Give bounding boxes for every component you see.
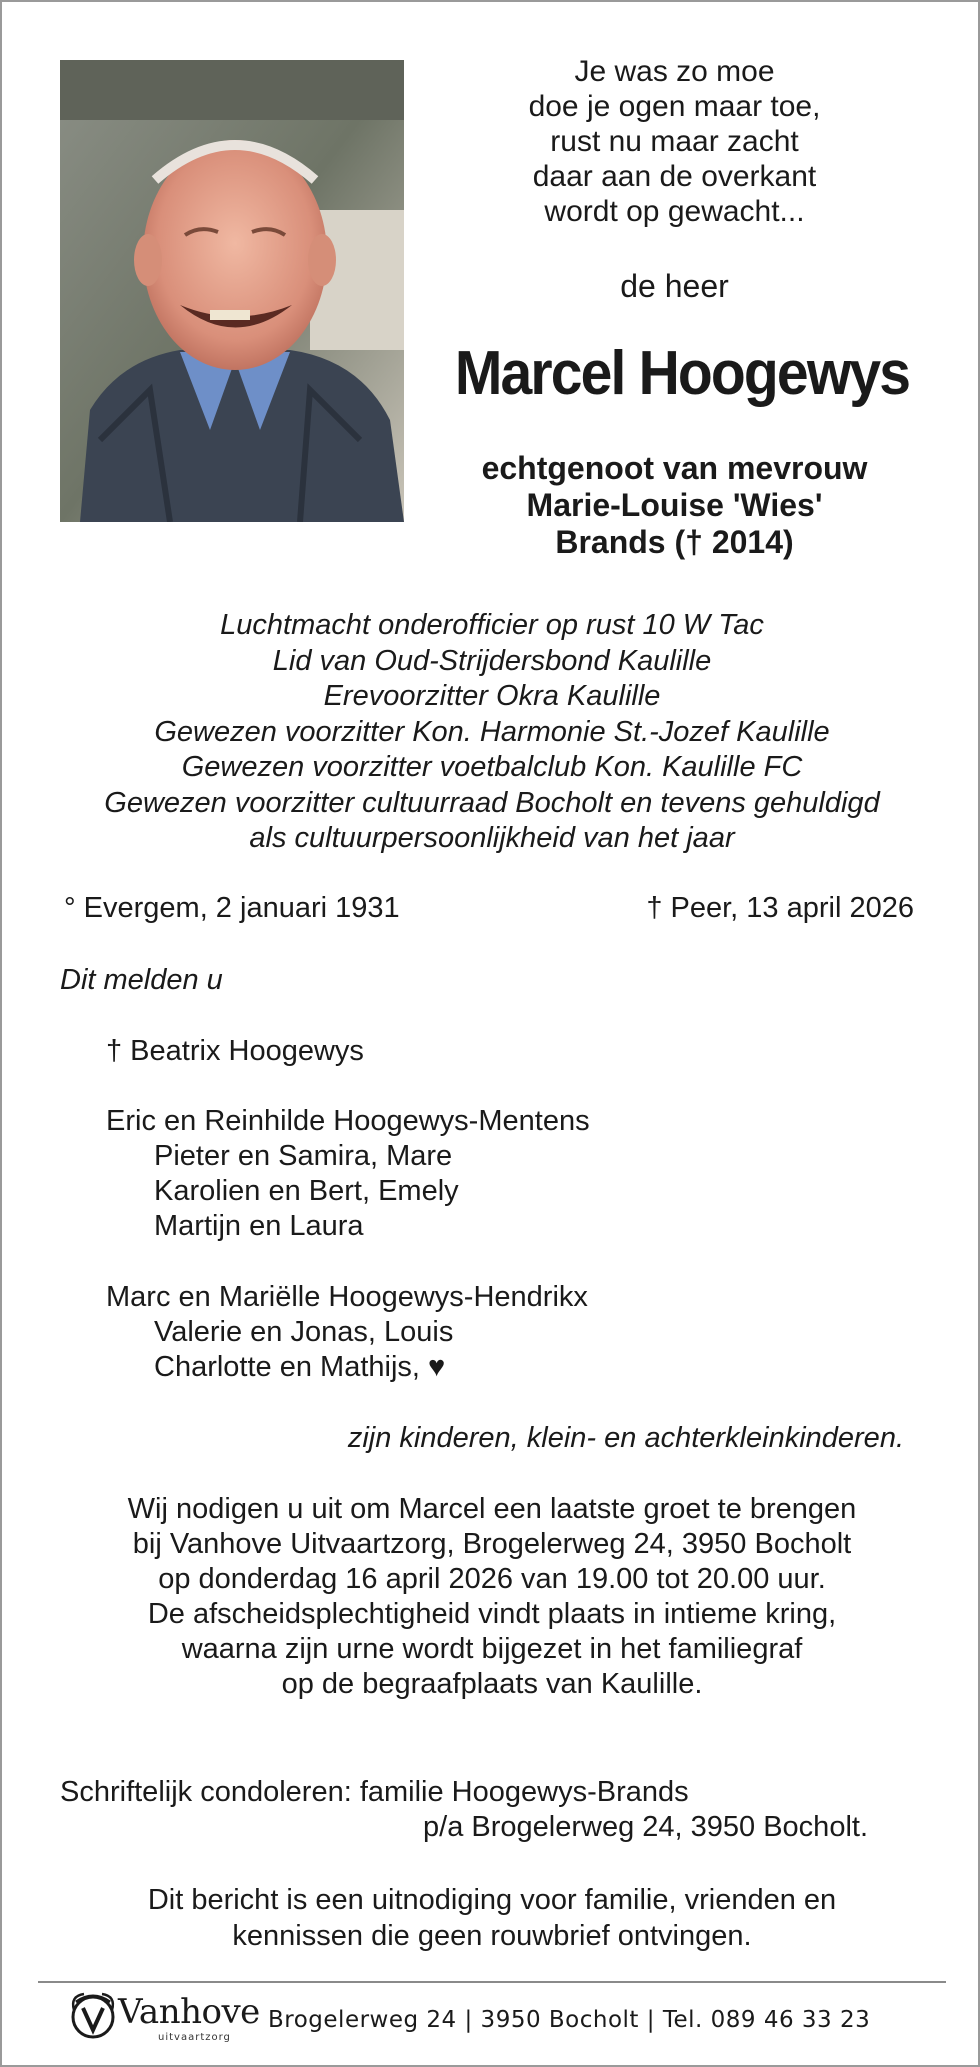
child-family-1: Eric en Reinhilde Hoogewys-Mentens — [106, 1105, 590, 1137]
portrait-illustration — [60, 60, 404, 522]
titles-list — [42, 608, 942, 857]
title-line: Erevoorzitter Okra Kaulille — [323, 680, 661, 712]
poem-line: rust nu maar zacht — [550, 125, 799, 158]
spouse-line: Brands († 2014) — [555, 524, 794, 560]
grandchild-1: Pieter en Samira, Mare — [154, 1140, 453, 1172]
invitation-line: op donderdag 16 april 2026 van 19.00 tot 20.00 uur. — [158, 1563, 826, 1595]
invitation-line: bij Vanhove Uitvaartzorg, Brogelerweg 24, 3950 Bocholt — [132, 1528, 852, 1560]
invitation-line: waarna zijn urne wordt bijgezet in het familiegraf — [181, 1633, 803, 1665]
poem-line: doe je ogen maar toe, — [528, 90, 821, 123]
poem — [422, 54, 927, 229]
portrait-photo — [60, 60, 404, 522]
poem-line: Je was zo moe — [574, 55, 775, 88]
grandchild-2: Karolien en Bert, Emely — [154, 1175, 459, 1207]
notice-line: Dit bericht is een uitnodiging voor familie, vrienden en — [147, 1884, 837, 1916]
family-closing: zijn kinderen, klein- en achterkleinkinderen. — [347, 1422, 904, 1454]
title-line: Lid van Oud-Strijdersbond Kaulille — [272, 644, 712, 677]
footer-divider — [38, 1981, 946, 1983]
spouse-line: Marie-Louise 'Wies' — [526, 487, 823, 523]
birth-info: ° Evergem, 2 januari 1931 — [64, 892, 400, 924]
title-line: Gewezen voorzitter cultuurraad Bocholt en tevens gehuldigd — [104, 786, 880, 819]
spouse-info — [422, 450, 927, 561]
grandchild-3: Martijn en Laura — [154, 1210, 364, 1242]
title-line: Luchtmacht onderofficier op rust 10 W Tac — [220, 609, 764, 641]
invitation — [42, 1492, 942, 1702]
intro-text: Dit melden u — [60, 964, 223, 996]
condolence-line-2: p/a Brogelerweg 24, 3950 Bocholt. — [423, 1811, 868, 1843]
deceased-name: Marcel Hoogewys — [454, 339, 910, 408]
grandchild-4: Valerie en Jonas, Louis — [154, 1316, 454, 1348]
invitation-line: Wij nodigen u uit om Marcel een laatste groet te brengen — [127, 1493, 857, 1525]
footer-address: Brogelerweg 24 | 3950 Bocholt | Tel. 089 46 33 23 — [268, 2007, 871, 2033]
death-info: † Peer, 13 april 2026 — [646, 892, 914, 924]
title-line: Gewezen voorzitter Kon. Harmonie St.-Jozef Kaulille — [154, 715, 830, 748]
notice-line: kennissen die geen rouwbrief ontvingen. — [232, 1920, 752, 1952]
salutation: de heer — [620, 268, 729, 304]
vanhove-logo-icon — [66, 1988, 120, 2042]
poem-line: wordt op gewacht... — [544, 195, 805, 228]
invitation-line: op de begraafplaats van Kaulille. — [281, 1668, 703, 1700]
notice — [42, 1882, 942, 1954]
deceased-child: † Beatrix Hoogewys — [106, 1035, 364, 1067]
spouse-line: echtgenoot van mevrouw — [481, 450, 868, 486]
logo-name: Vanhove — [118, 1992, 260, 2032]
invitation-line: De afscheidsplechtigheid vindt plaats in intieme kring, — [147, 1598, 837, 1630]
child-family-2: Marc en Mariëlle Hoogewys-Hendrikx — [106, 1281, 588, 1313]
poem-line: daar aan de overkant — [532, 160, 817, 193]
title-line: Gewezen voorzitter voetbalclub Kon. Kaulille FC — [181, 751, 803, 783]
title-line: als cultuurpersoonlijkheid van het jaar — [249, 822, 735, 854]
logo-subtitle: uitvaartzorg — [158, 2032, 231, 2043]
grandchild-5: Charlotte en Mathijs, ♥ — [154, 1351, 446, 1383]
condolence-line-1: Schriftelijk condoleren: familie Hoogewys-Brands — [60, 1776, 689, 1808]
